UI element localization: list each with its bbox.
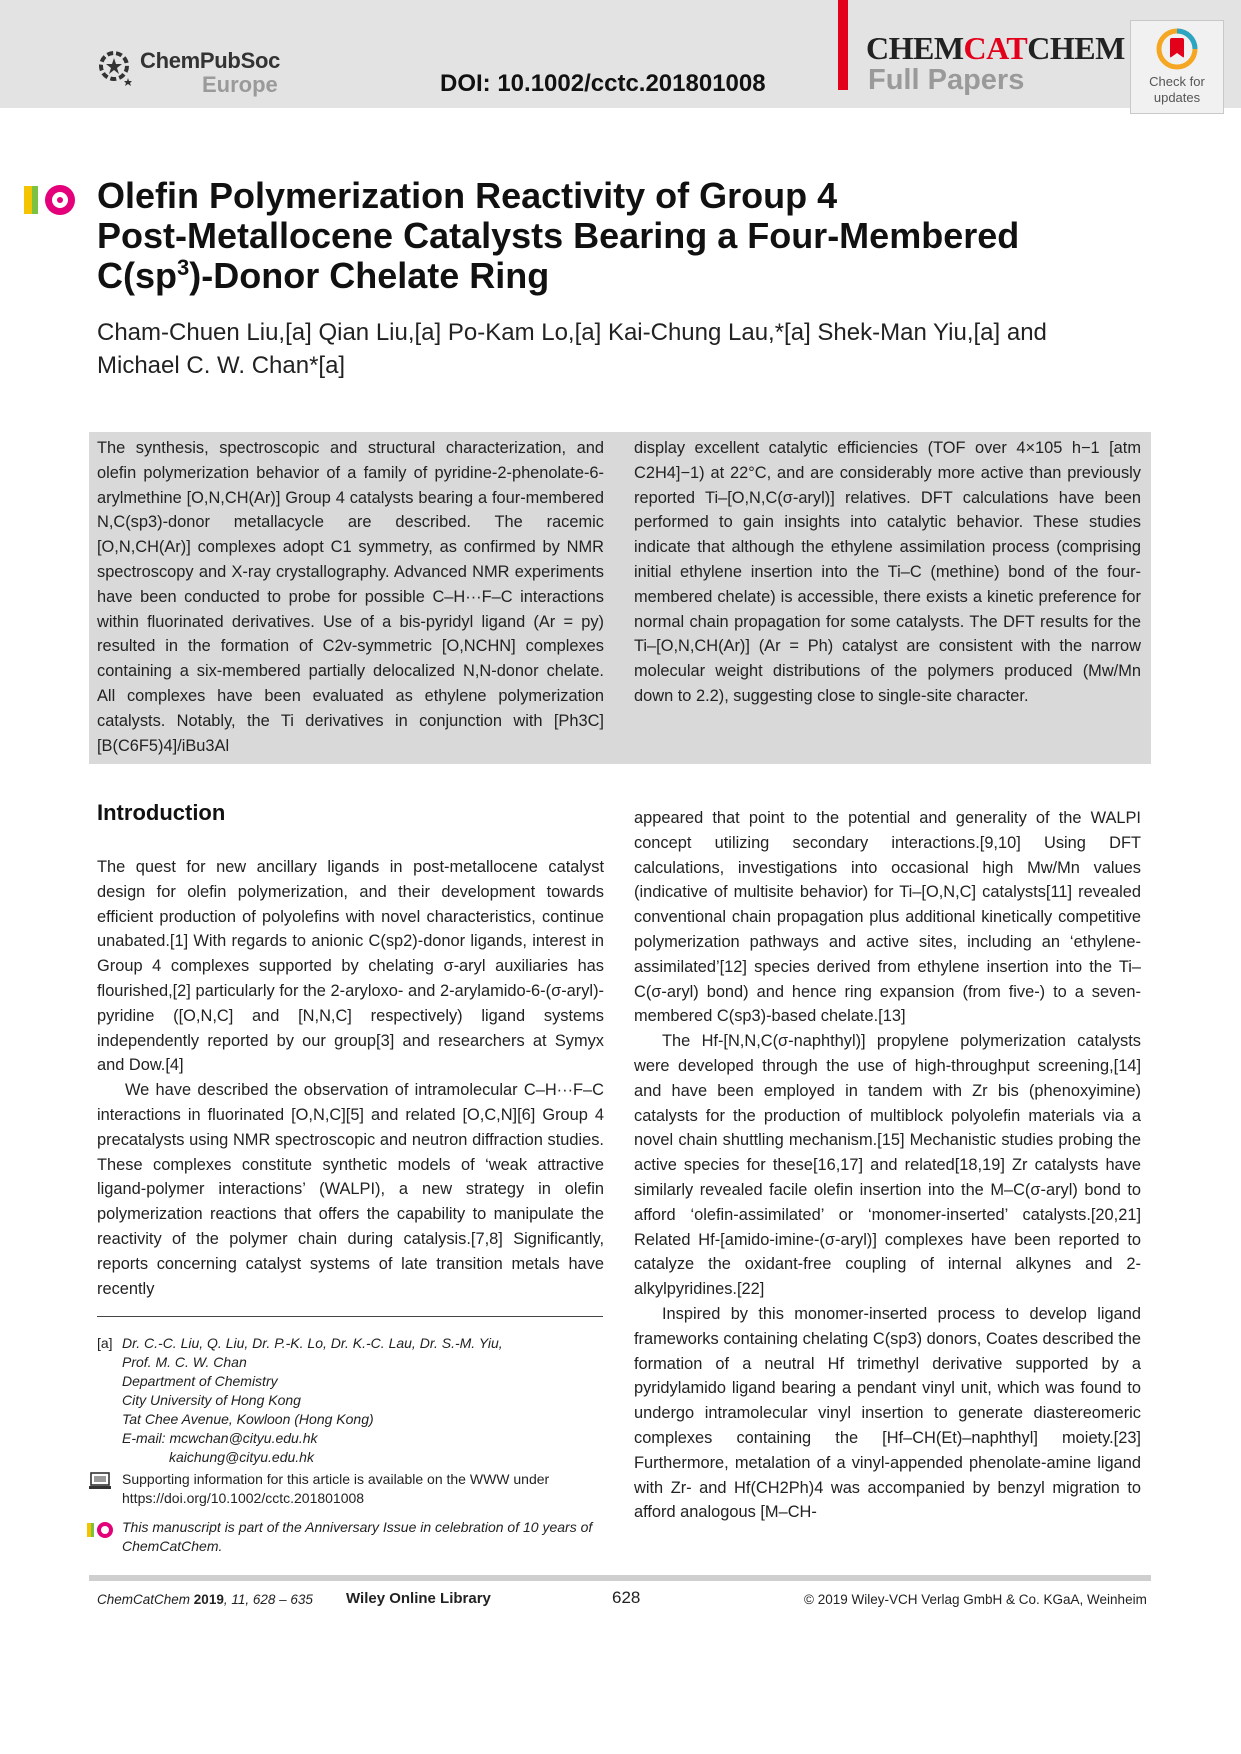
computer-icon: [89, 1472, 111, 1490]
accent-bar: [838, 0, 848, 90]
body-right-column: [634, 806, 1141, 1525]
affiliation-line3: Department of Chemistry: [122, 1373, 278, 1389]
check-for-updates-button[interactable]: [1130, 20, 1224, 114]
intro-paragraph-5: Inspired by this monomer-inserted process to develop ligand frameworks containing chelating C(sp3) donors, Coates described the formation of a neutral Hf trimethyl derivative supported by a pyridylamido ligand bearing a pendant vinyl unit, which was found to undergo intramolecular vinyl insertion to generate diastereomeric complexes containing the [Hf–CH(Et)–naphthyl] moiety.[23] Furthermore, metalation of a vinyl-appended phenolate-amine ligand with Zr- and Hf(CH2Ph)4 was accompanied by benzyl migration to afford analogous [M–CH-: [634, 1304, 1141, 1522]
article-title: [97, 176, 1197, 296]
footer-year: 2019: [193, 1592, 224, 1607]
intro-paragraph-1: The quest for new ancillary ligands in post-metallocene catalyst design for olefin polymerization, and their development towards efficient production of polyolefins with novel characteristics, continue unabated.[1] With regards to anionic C(sp2)-donor ligands, interest in Group 4 complexes supported by chelating σ-aryl auxiliaries has flourished,[2] particularly for the 2-aryloxo- and 2-arylamido-6-(σ-aryl)-pyridine ([O,N,C] and [N,N,C] respectively) ligand systems independently reported by our group[3] and researchers at Symyx and Dow.[4]: [97, 858, 604, 1075]
footer-journal: ChemCatChem: [97, 1592, 191, 1607]
abstract-left-column: The synthesis, spectroscopic and structural characterization, and olefin polymerization behavior of a family of pyridine-2-phenolate-6-arylmethine [O,N,CH(Ar)] Group 4 catalysts bearing a four-membered N,C(sp3)-donor metallacycle are described. The racemic [O,N,CH(Ar)] complexes adopt C1 symmetry, as confirmed by NMR spectroscopy and X-ray crystallography. Advanced NMR experiments have been conducted to probe for possible C–H···F–C interactions within fluorinated derivatives. Use of a bis-pyridyl ligand (Ar = py) resulted in the formation of C2v-symmetric [O,NCHN] complexes containing a six-membered partially delocalized N,N-donor chelate. All complexes have been evaluated as ethylene polymerization catalysts. Notably, the Ti derivatives in conjunction with [Ph3C][B(C6F5)4]/iBu3Al: [97, 439, 604, 755]
anniversary-note-text: This manuscript is part of the Anniversary Issue in celebration of 10 years of ChemCatChem.: [122, 1519, 593, 1554]
authors-line2: Michael C. W. Chan*[a]: [97, 352, 346, 379]
footer-library-link[interactable]: Wiley Online Library: [346, 1590, 491, 1607]
affiliation-email2[interactable]: kaichung@cityu.edu.hk: [169, 1449, 314, 1465]
crossmark-icon: [1155, 27, 1199, 73]
page-number: 628: [612, 1588, 641, 1607]
body-left-column: [97, 855, 604, 1301]
affiliation-line2: Prof. M. C. W. Chan: [122, 1354, 247, 1370]
abstract-right-column: display excellent catalytic efficiencies (TOF over 4×105 h−1 [atm C2H4]−1) at 22°C, and are considerably more active than previously reported Ti–[O,N,C(σ-aryl)] relatives. DFT calculations have been performed to gain insights into catalytic behavior. These studies indicate that although the ethylene assimilation process (comprising initial ethylene insertion into the Ti–C (methine) bond of the four-membered chelate) is accessible, there exists a kinetic preference for normal chain propagation for some catalysts. The DFT results for the Ti–[O,N,CH(Ar)] (Ar = Ph) catalyst are consistent with the narrow molecular weight distributions of the polymers produced (Mw/Mn down to 2.2), suggesting close to single-site character.: [634, 439, 1141, 705]
affiliation-line1: Dr. C.-C. Liu, Q. Liu, Dr. P.-K. Lo, Dr. K.-C. Lau, Dr. S.-M. Yiu,: [122, 1335, 503, 1351]
title-line1: Olefin Polymerization Reactivity of Group 4: [97, 175, 838, 216]
check-text-line2: updates: [1153, 90, 1201, 105]
footer-copyright: © 2019 Wiley-VCH Verlag GmbH & Co. KGaA, Weinheim: [804, 1592, 1147, 1607]
anniversary-10-icon: [22, 180, 78, 216]
supporting-info-text[interactable]: Supporting information for this article is available on the WWW under https://doi.org/10.1002/cctc.201801008: [122, 1471, 550, 1506]
check-text-line1: Check for: [1149, 74, 1205, 89]
journal-part-chem: CHEM: [866, 30, 964, 66]
logo-text-chempubsoc: ChemPubSoc: [140, 48, 281, 73]
footer-divider: [89, 1575, 1151, 1581]
journal-name: [866, 30, 1125, 67]
intro-paragraph-4: The Hf-[N,N,C(σ-naphthyl)] propylene polymerization catalysts were developed through the use of high-throughput screening,[14] and have been employed in tandem with Zr bis (phenoxyimine) catalysts for the production of multiblock polyolefin materials via a novel chain shuttling mechanism.[15] Mechanistic studies probing the active species for these[16,17] and related[18,19] Zr catalysts have similarly revealed facile olefin insertion into the M–C(σ-aryl) bond to afford ‘olefin-assimilated’ or ‘monomer-inserted’ catalysts.[20,21] Related Hf-[amido-imine-(σ-aryl)] complexes have been reported to catalyze the oxidant-free coupling of internal alkynes and 2-alkylpyridines.[22]: [634, 1032, 1141, 1299]
affiliation-footnote: [97, 1334, 607, 1467]
title-line2: Post-Metallocene Catalysts Bearing a Four-Membered: [97, 215, 1020, 256]
title-line3-pre: C(sp: [97, 255, 177, 296]
introduction-heading: Introduction: [97, 800, 226, 825]
title-line3-post: )-Donor Chelate Ring: [189, 255, 550, 296]
affiliation-line5: Tat Chee Avenue, Kowloon (Hong Kong): [122, 1411, 374, 1427]
publisher-logo[interactable]: [96, 46, 286, 96]
doi[interactable]: DOI: 10.1002/cctc.201801008: [440, 70, 766, 97]
affiliation-line4: City University of Hong Kong: [122, 1392, 301, 1408]
abstract-box: [89, 432, 1151, 764]
journal-part-chem2: CHEM: [1027, 30, 1125, 66]
footer-citation: [97, 1592, 313, 1607]
footer-volume-pages: , 11, 628 – 635: [223, 1592, 313, 1607]
footnote-divider: [97, 1316, 603, 1317]
affiliation-email1[interactable]: E-mail: mcwchan@cityu.edu.hk: [122, 1430, 318, 1446]
affiliation-label: [a]: [97, 1335, 113, 1351]
title-line3-sup: 3: [177, 255, 190, 280]
intro-paragraph-3: appeared that point to the potential and generality of the WALPI concept utilizing secondary interactions.[9,10] Using DFT calculations, investigations into occasional high Mw/Mn values (indicative of multisite behavior) for Ti–[O,N,C] catalysts[11] revealed conventional chain propagation plus additional kinetically competitive polymerization pathways and active sites, including an ‘ethylene-assimilated’[12] species derived from ethylene insertion into the Ti–C(σ-aryl) bond) and hence ring expansion (from five-) to a seven-membered C(sp3)-based chelate.[13]: [634, 809, 1141, 1026]
intro-paragraph-2: We have described the observation of intramolecular C–H···F–C interactions in fluorinated [O,N,C][5] and related [O,C,N][6] Group 4 precatalysts using NMR spectroscopic and neutron diffraction studies. These complexes constitute synthetic models of ‘weak attractive ligand-polymer interactions’ (WALPI), a new strategy in olefin polymerization reactions that offers the capability to manipulate the reactivity of the polymer chain during catalysis.[7,8] Significantly, reports concerning catalyst systems of late transition metals have recently: [97, 1081, 604, 1298]
author-list: [97, 316, 1197, 382]
supporting-info-note: [89, 1470, 609, 1508]
section-label: Full Papers: [868, 64, 1025, 96]
anniversary-note: [86, 1518, 611, 1556]
journal-part-cat: CAT: [963, 30, 1028, 66]
chempubsoc-star-icon: [96, 48, 136, 88]
anniversary-10-small-icon: [86, 1520, 114, 1538]
logo-text-europe: Europe: [202, 72, 278, 97]
authors-line1: Cham-Chuen Liu,[a] Qian Liu,[a] Po-Kam Lo,[a] Kai-Chung Lau,*[a] Shek-Man Yiu,[a] and: [97, 319, 1047, 346]
